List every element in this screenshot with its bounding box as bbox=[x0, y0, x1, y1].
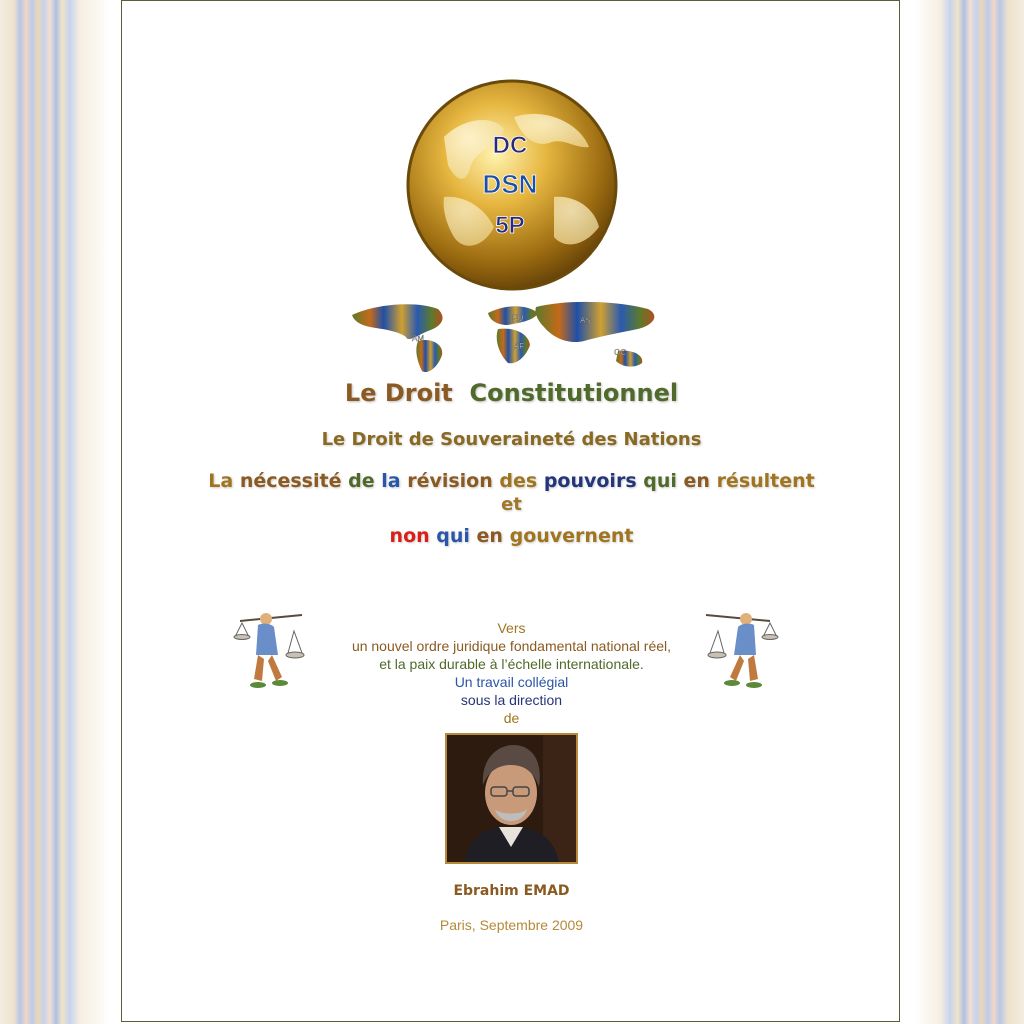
headline-word: en bbox=[476, 525, 503, 547]
author-name: Ebrahim EMAD bbox=[453, 883, 570, 899]
headline-word: gouvernent bbox=[509, 525, 634, 547]
globe-logo-icon bbox=[404, 77, 620, 293]
map-label-oc: OC bbox=[614, 348, 626, 357]
headline bbox=[122, 469, 901, 493]
globe-label-5p: 5P bbox=[495, 212, 525, 239]
globe-label-dc: DC bbox=[492, 132, 528, 159]
headline-word: résultent bbox=[716, 470, 815, 492]
body-line: sous la direction bbox=[460, 692, 563, 708]
title-part-a: Le Droit bbox=[344, 379, 453, 407]
globe-label-dsn: DSN bbox=[482, 169, 538, 199]
body-line: et la paix durable à l’échelle internationale. bbox=[379, 656, 644, 672]
headline-word: pouvoirs bbox=[543, 470, 637, 492]
headline-word: qui bbox=[643, 470, 677, 492]
subtitle: Le Droit de Souveraineté des Nations bbox=[321, 429, 702, 450]
main-title bbox=[122, 379, 901, 407]
world-map-icon bbox=[348, 297, 672, 377]
headline-word: des bbox=[499, 470, 538, 492]
headline-word: nécessité bbox=[239, 470, 342, 492]
headline-word: La bbox=[208, 470, 234, 492]
headline-word: non bbox=[389, 525, 430, 547]
headline-end bbox=[122, 525, 901, 547]
headline-word: la bbox=[381, 470, 401, 492]
map-label-af: AF bbox=[514, 342, 525, 351]
headline-word: révision bbox=[407, 470, 493, 492]
document-page bbox=[121, 0, 900, 1022]
author-photo bbox=[445, 733, 578, 864]
headline-word: en bbox=[683, 470, 710, 492]
body-line: un nouvel ordre juridique fondamental national réel, bbox=[351, 638, 672, 654]
map-label-am: AM bbox=[412, 334, 424, 343]
body-text bbox=[122, 619, 901, 727]
body-line: Vers bbox=[497, 620, 526, 636]
headline-word: qui bbox=[436, 525, 470, 547]
map-label-as: AS bbox=[580, 316, 591, 325]
body-line: Un travail collégial bbox=[454, 674, 569, 690]
place-date: Paris, Septembre 2009 bbox=[439, 917, 584, 933]
headline-word: de bbox=[348, 470, 375, 492]
title-part-b: Constitutionnel bbox=[469, 379, 679, 407]
body-line: de bbox=[503, 710, 520, 726]
headline-conjunction: et bbox=[501, 494, 522, 515]
map-label-eu: EU bbox=[512, 314, 524, 323]
